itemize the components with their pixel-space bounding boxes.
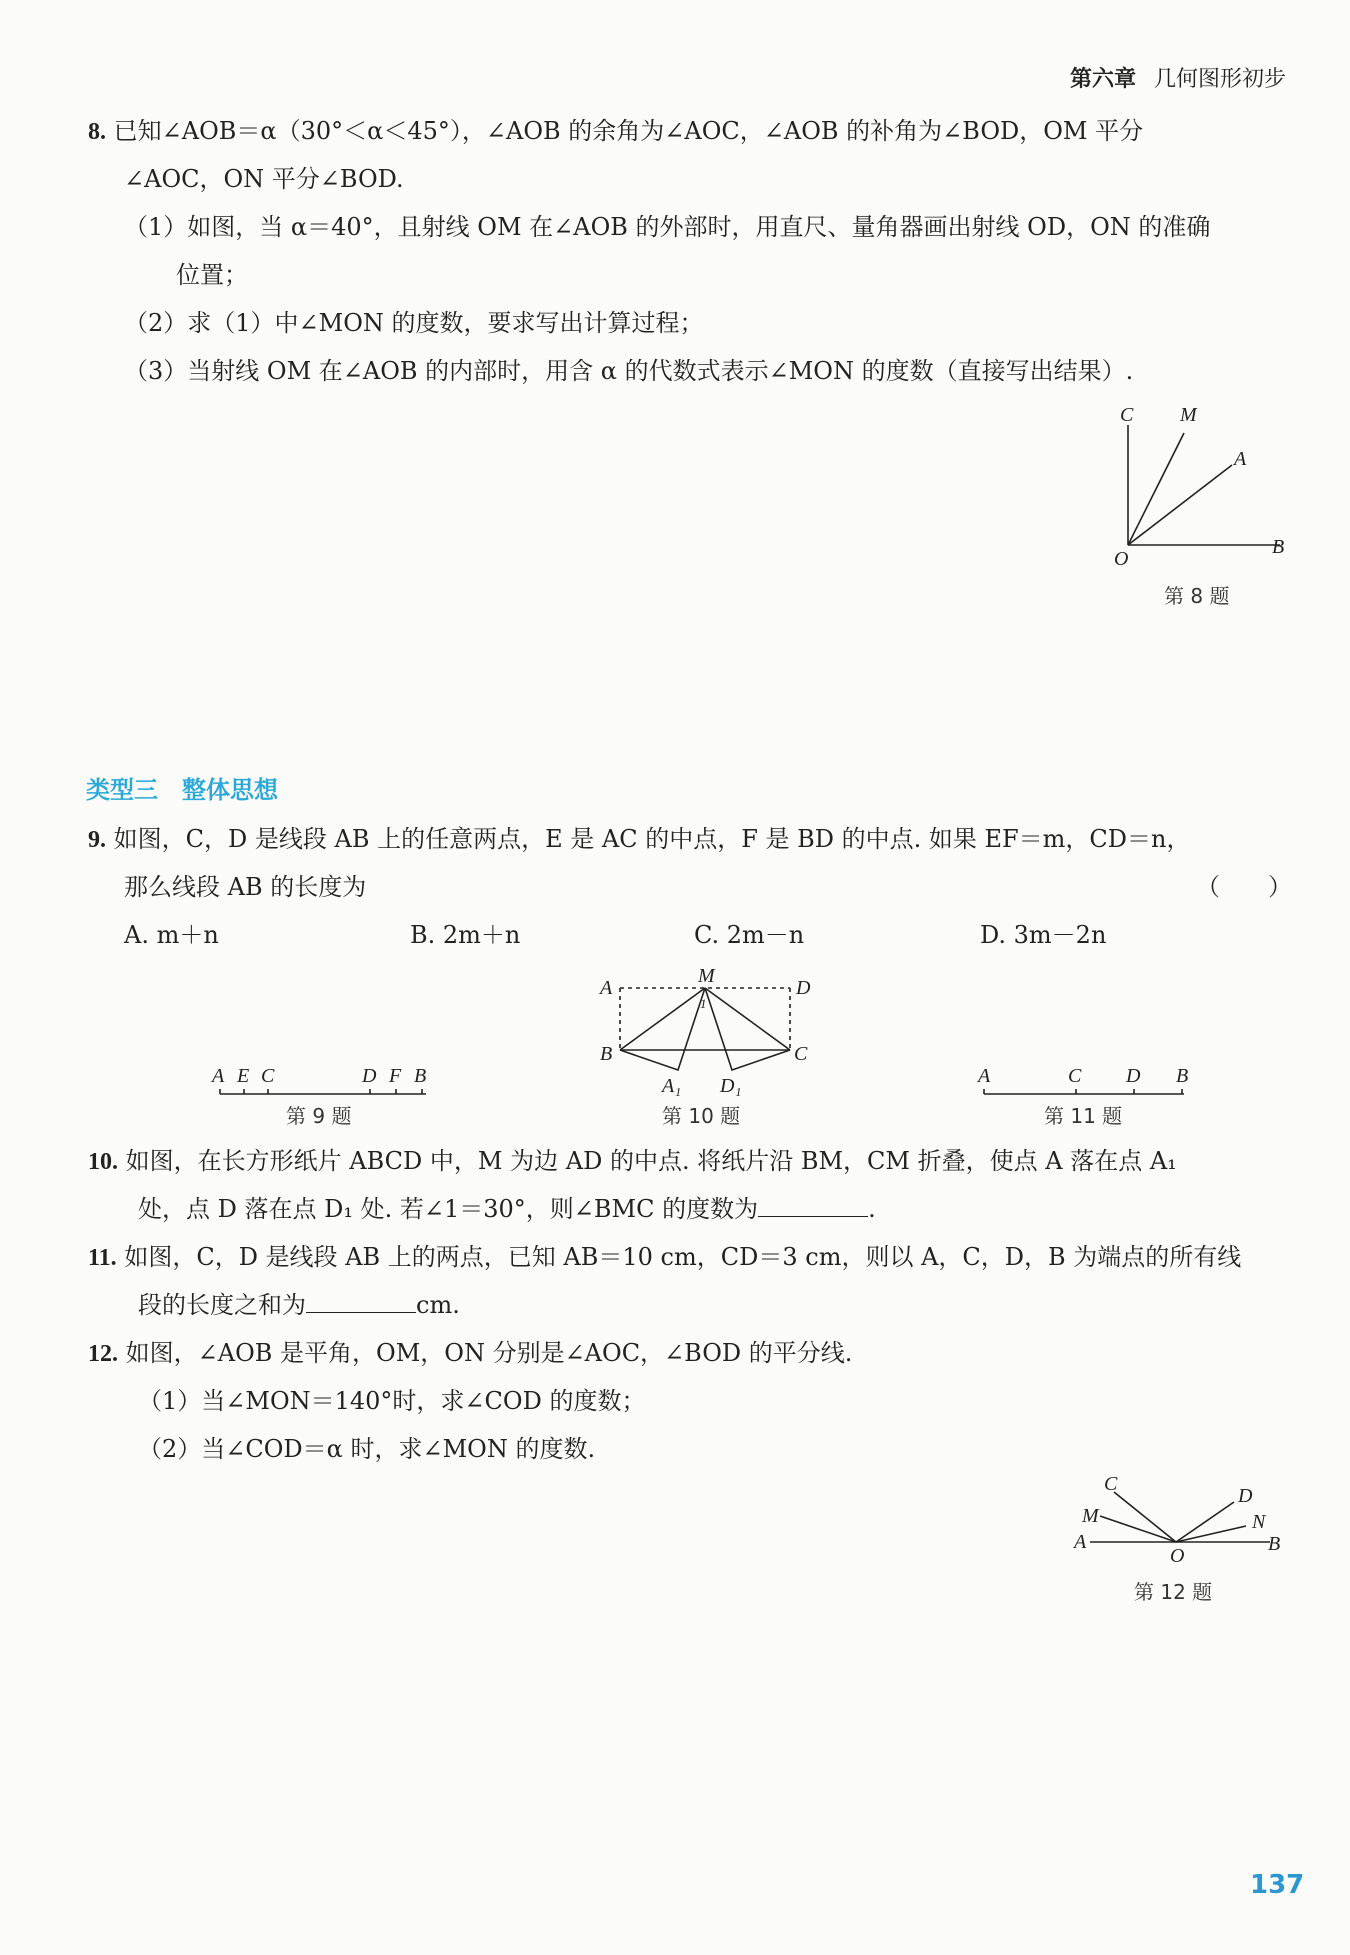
- folded-a1: [620, 988, 705, 1070]
- label-e: E: [237, 1065, 250, 1087]
- q8-line1: [88, 114, 1143, 149]
- q10-text-2: 处，点 D 落在点 D₁ 处. 若∠1＝30°，则∠BMC 的度数为: [138, 1195, 759, 1223]
- label-b: B: [600, 1043, 613, 1065]
- label-d1: D₁: [720, 1075, 742, 1097]
- label-c: C: [1104, 1473, 1118, 1495]
- label-d: D: [796, 977, 811, 999]
- q11-text-2: 段的长度之和为: [138, 1291, 306, 1319]
- ray-om: [1128, 433, 1184, 545]
- q11-line2: [138, 1288, 460, 1322]
- label-b: B: [1268, 1533, 1281, 1555]
- q9-figure: [200, 1058, 440, 1104]
- ray-oc: [1114, 1492, 1176, 1542]
- label-c: C: [1120, 404, 1134, 426]
- q9-option-a[interactable]: A. m＋n: [124, 921, 219, 949]
- fold-cm: [705, 988, 790, 1050]
- q9-answer-paren: （ ）: [1196, 873, 1292, 901]
- q8-number: 8.: [88, 119, 106, 145]
- label-m: M: [1180, 404, 1197, 426]
- label-c: C: [261, 1065, 275, 1087]
- ray-oa: [1128, 465, 1232, 545]
- label-o: O: [1114, 548, 1129, 570]
- q10-line1: [88, 1144, 1177, 1179]
- q11-text-1: 如图，C，D 是线段 AB 上的两点，已知 AB＝10 cm，CD＝3 cm，则以 A，C，D，B 为端点的所有线: [124, 1243, 1242, 1271]
- q9-caption: 第 9 题: [286, 1104, 352, 1128]
- q12-figure: [1070, 1468, 1290, 1564]
- q10-caption: 第 10 题: [662, 1104, 741, 1128]
- q10-number: 10.: [88, 1149, 118, 1175]
- chapter-title: 几何图形初步: [1153, 67, 1286, 92]
- label-c: C: [794, 1043, 808, 1065]
- q9-line1: [88, 822, 1191, 857]
- folded-d1: [705, 988, 790, 1070]
- label-a: A: [212, 1065, 225, 1087]
- page-header: [1070, 62, 1286, 93]
- q10-figure: [590, 962, 830, 1102]
- label-a1: A₁: [662, 1075, 682, 1097]
- label-a: A: [600, 977, 613, 999]
- q9-line2: 那么线段 AB 的长度为: [124, 873, 367, 901]
- q8-line2: ∠AOC，ON 平分∠BOD.: [124, 165, 404, 193]
- q10-answer-blank[interactable]: [758, 1192, 868, 1217]
- q8-caption: 第 8 题: [1164, 584, 1230, 608]
- q12-sub2: （2）当∠COD＝α 时，求∠MON 的度数.: [138, 1435, 596, 1463]
- section-title: 类型三 整体思想: [86, 776, 278, 804]
- q11-unit: cm.: [416, 1291, 460, 1319]
- q8-sub3: （3）当射线 OM 在∠AOB 的内部时，用含 α 的代数式表示∠MON 的度数（直接写出结果）.: [124, 357, 1134, 385]
- label-a: A: [978, 1065, 991, 1087]
- q12-line1: [88, 1336, 852, 1371]
- label-m: M: [698, 965, 715, 987]
- label-b: B: [1272, 536, 1285, 558]
- q11-line1: [88, 1240, 1241, 1275]
- label-a: A: [1074, 1531, 1087, 1553]
- fold-bm: [620, 988, 705, 1050]
- q11-caption: 第 11 题: [1044, 1104, 1123, 1128]
- label-b: B: [1176, 1065, 1189, 1087]
- q12-sub1: （1）当∠MON＝140°时，求∠COD 的度数；: [138, 1387, 646, 1415]
- label-a: A: [1234, 448, 1247, 470]
- label-d: D: [362, 1065, 377, 1087]
- q9-option-b[interactable]: B. 2m＋n: [410, 921, 521, 949]
- label-n: N: [1252, 1511, 1266, 1533]
- q9-option-d[interactable]: D. 3m－2n: [980, 921, 1107, 949]
- q10-line2: [138, 1192, 876, 1226]
- label-d: D: [1126, 1065, 1141, 1087]
- q8-sub1a: （1）如图，当 α＝40°，且射线 OM 在∠AOB 的外部时，用直尺、量角器画出射线 OD，ON 的准确: [124, 213, 1211, 241]
- q12-caption: 第 12 题: [1134, 1580, 1213, 1604]
- q11-answer-blank[interactable]: [306, 1288, 416, 1313]
- label-angle-1: 1: [700, 996, 707, 1011]
- q8-figure: [1100, 395, 1300, 575]
- q9-option-c[interactable]: C. 2m－n: [694, 921, 805, 949]
- q8-sub2: （2）求（1）中∠MON 的度数，要求写出计算过程；: [124, 309, 704, 337]
- label-o: O: [1170, 1545, 1185, 1564]
- q10-text-1: 如图，在长方形纸片 ABCD 中，M 为边 AD 的中点. 将纸片沿 BM，CM 折叠，使点 A 落在点 A₁: [125, 1147, 1177, 1175]
- q10-text-2-end: .: [868, 1195, 876, 1223]
- q8-text-1: 已知∠AOB＝α（30°＜α＜45°），∠AOB 的余角为∠AOC，∠AOB 的补角为∠BOD，OM 平分: [113, 117, 1144, 145]
- q9-number: 9.: [88, 827, 106, 853]
- label-d: D: [1238, 1485, 1253, 1507]
- q12-text-1: 如图，∠AOB 是平角，OM，ON 分别是∠AOC，∠BOD 的平分线.: [125, 1339, 853, 1367]
- label-m: M: [1082, 1505, 1099, 1527]
- label-c: C: [1068, 1065, 1082, 1087]
- ray-om: [1100, 1516, 1176, 1542]
- chapter-label: 第六章: [1069, 67, 1136, 92]
- label-b: B: [414, 1065, 427, 1087]
- q11-number: 11.: [88, 1245, 117, 1271]
- page-number: 137: [1250, 1870, 1305, 1900]
- q12-number: 12.: [88, 1341, 118, 1367]
- q9-text-1: 如图，C，D 是线段 AB 上的任意两点，E 是 AC 的中点，F 是 BD 的中点. 如果 EF＝m，CD＝n，: [113, 825, 1191, 853]
- q8-sub1b: 位置；: [176, 261, 248, 289]
- q11-figure: [970, 1058, 1210, 1104]
- label-f: F: [389, 1065, 402, 1087]
